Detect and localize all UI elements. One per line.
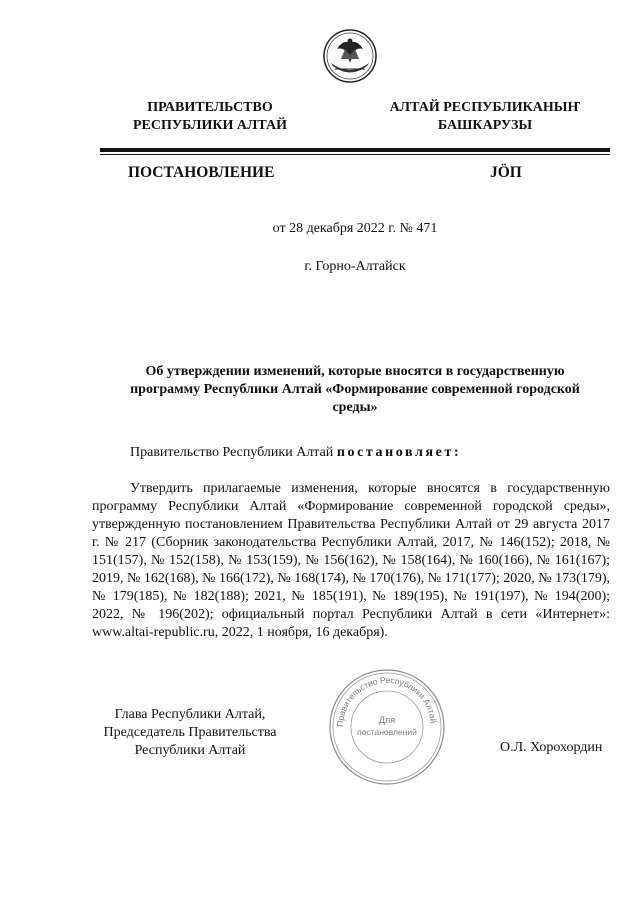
header-thin-rule <box>100 154 610 155</box>
header-right-line2: БАШКАРУЗЫ <box>437 118 533 133</box>
header-thick-rule <box>100 148 610 152</box>
document-title: Об утверждении изменений, которые вносятся в государственную программу Республики Алтай «Формирование современной городской среды» <box>130 364 580 415</box>
body-paragraph: Утвердить прилагаемые изменения, которые вносятся в государственную программу Республики Алтай «Формирование современной городской среды», утвержденную постановлением Правительства Республики Алтай от 29 августа 2017 г. № 217 (Сборник законодательства Республики Алтай, 2017, № 146(152); 2018, № 151(157), № 152(158), № 153(159), № 156(162), № 158(164), № 160(166), № 161(167); 2019, № 162(168), № 166(172), № 168(174), № 170(176), № 171(177); 2020, № 173(179), № 179(185), № 182(188); 2021, № 185(191), № 189(195), № 191(197), № 194(200); 2022, № 196(202); официальный портал Республики Алтай в сети «Интернет»: www.altai-republic.ru, 2022, 1 ноября, 16 декабря). <box>92 481 610 640</box>
preamble-decree-word: постановляет: <box>336 445 462 460</box>
header-right <box>370 99 600 135</box>
stamp-ring-text: Правительство Республики Алтай <box>334 674 439 728</box>
city-line: г. Горно-Алтайск <box>304 259 406 274</box>
date-line: от 28 декабря 2022 г. № 471 <box>272 221 438 236</box>
header-left-line2: РЕСПУБЛИКИ АЛТАЙ <box>132 118 288 133</box>
signatory-name: О.Л. Хорохордин <box>500 740 603 755</box>
official-stamp-icon <box>327 667 447 787</box>
stamp-center-line2: постановлений <box>357 727 417 737</box>
signature-line3: Республики Алтай <box>134 743 246 758</box>
stamp-center-line1: Для <box>378 715 396 725</box>
signature-block <box>85 706 295 760</box>
header-right-line1: АЛТАЙ РЕСПУБЛИКАНЫҤ <box>389 100 581 115</box>
preamble <box>130 445 461 461</box>
signature-line2: Председатель Правительства <box>103 725 277 740</box>
doc-type-alt: JÖП <box>490 164 522 181</box>
doc-type: ПОСТАНОВЛЕНИЕ <box>128 164 275 181</box>
signature-line1: Глава Республики Алтай, <box>114 707 266 722</box>
header-left <box>100 99 320 135</box>
preamble-text: Правительство Республики Алтай <box>130 445 334 460</box>
header-left-line1: ПРАВИТЕЛЬСТВО <box>147 100 273 115</box>
coat-of-arms-icon <box>323 29 377 83</box>
